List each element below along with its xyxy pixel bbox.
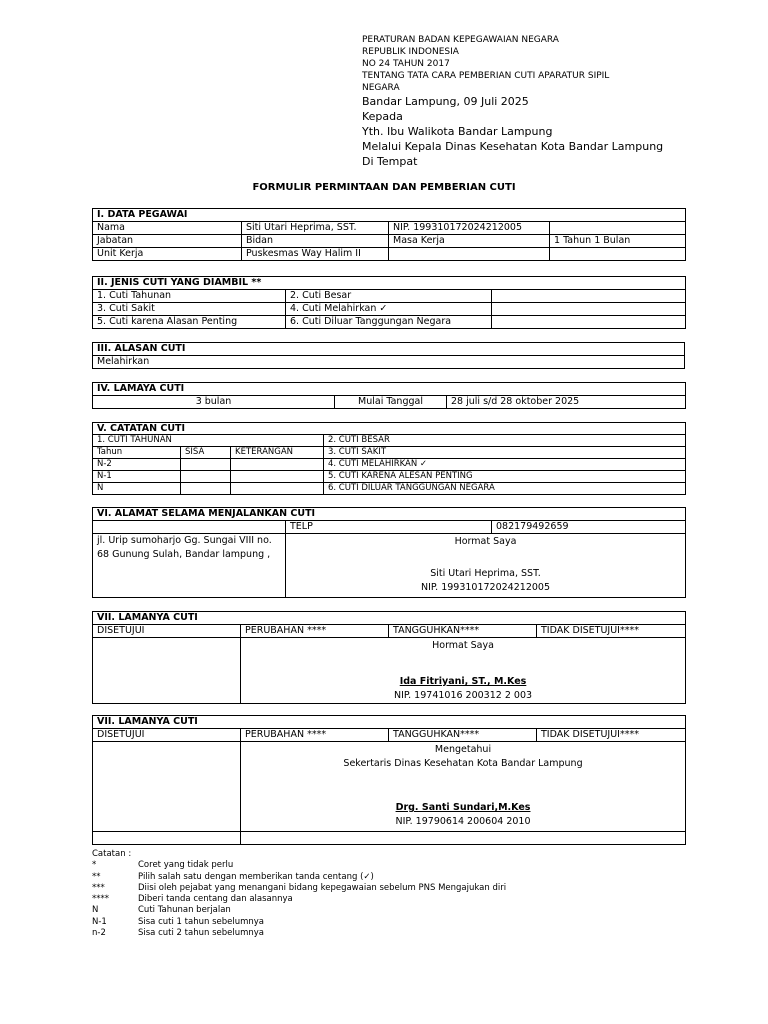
section-approval-secretary	[92, 715, 686, 845]
note-text: Sisa cuti 2 tahun sebelumnya	[138, 928, 265, 939]
empty-cell	[181, 483, 231, 495]
regulation-line: TENTANG TATA CARA PEMBERIAN CUTI APARATUR SIPIL	[362, 71, 610, 81]
section-alasan-cuti	[92, 342, 685, 369]
note-symbol: n-2	[92, 928, 106, 939]
addressee-line: Yth. Ibu Walikota Bandar Lampung	[362, 125, 553, 138]
section-data-pegawai	[92, 208, 686, 261]
section-alamat-cuti	[92, 507, 686, 598]
section-heading: III. ALASAN CUTI	[93, 343, 685, 356]
field-value: 1 Tahun 1 Bulan	[550, 235, 686, 248]
section-approval-head	[92, 611, 686, 704]
section-heading: VII. LAMANYA CUTI	[93, 612, 686, 625]
section-jenis-cuti	[92, 276, 686, 329]
empty-cell	[93, 521, 286, 534]
address-value: jl. Urip sumoharjo Gg. Sungai VIII no. 68 Gunung Sulah, Bandar lampung ,	[93, 534, 286, 598]
note-symbol: ****	[92, 894, 109, 905]
notes-title: Catatan :	[92, 849, 132, 859]
year-label: N-2	[93, 459, 181, 471]
empty-cell	[181, 459, 231, 471]
addressee-line: Kepada	[362, 110, 403, 123]
empty-cell	[550, 248, 686, 261]
field-value: Bidan	[242, 235, 389, 248]
field-value: Siti Utari Heprima, SST.	[242, 222, 389, 235]
year-label: N	[93, 483, 181, 495]
note-symbol: **	[92, 871, 101, 882]
leave-type-item: 2. Cuti Besar	[286, 290, 492, 303]
signature-space	[245, 653, 681, 675]
empty-cell	[389, 248, 550, 261]
section-heading: VI. ALAMAT SELAMA MENJALANKAN CUTI	[93, 508, 686, 521]
field-label: Nama	[93, 222, 242, 235]
empty-cell	[492, 303, 686, 316]
note-text: Pilih salah satu dengan memberikan tanda centang (✓)	[138, 871, 374, 882]
decision-col: TANGGUHKAN****	[389, 625, 537, 638]
leave-type-item: 1. Cuti Tahunan	[93, 290, 286, 303]
field-label: Masa Kerja	[389, 235, 550, 248]
leave-note-item: 6. CUTI DILUAR TANGGUNGAN NEGARA	[324, 483, 686, 495]
signature-space	[245, 771, 681, 801]
decision-col: PERUBAHAN ****	[241, 625, 389, 638]
regulation-line: NO 24 TAHUN 2017	[362, 59, 450, 69]
decision-col: PERUBAHAN ****	[241, 729, 389, 742]
decision-col: TIDAK DISETUJUI****	[537, 625, 686, 638]
section-heading: II. JENIS CUTI YANG DIAMBIL **	[93, 277, 686, 290]
reason-value: Melahirkan	[93, 356, 685, 369]
signer-title: Sekertaris Dinas Kesehatan Kota Bandar Lampung	[343, 758, 583, 769]
regulation-line: NEGARA	[362, 83, 400, 93]
closing-text: Hormat Saya	[432, 640, 494, 651]
field-label: Jabatan	[93, 235, 242, 248]
note-text: Sisa cuti 1 tahun sebelumnya	[138, 916, 265, 927]
note-symbol: N-1	[92, 916, 107, 927]
notes-block	[92, 849, 692, 939]
field-label: Unit Kerja	[93, 248, 242, 261]
signer-name: Drg. Santi Sundari,M.Kes	[395, 802, 531, 813]
secretary-signature-block	[241, 742, 686, 832]
closing-text: Hormat Saya	[454, 536, 517, 547]
note-symbol: ***	[92, 882, 105, 893]
section-lama-cuti	[92, 382, 686, 409]
leave-type-item: 3. Cuti Sakit	[93, 303, 286, 316]
place-date: Bandar Lampung, 09 Juli 2025	[362, 95, 529, 108]
leave-type-item-selected: 4. Cuti Melahirkan ✓	[286, 303, 492, 316]
head-signature-block	[241, 638, 686, 704]
regulation-line: PERATURAN BADAN KEPEGAWAIAN NEGARA	[362, 35, 559, 45]
signer-nip: NIP. 19741016 200312 2 003	[393, 690, 533, 701]
col-header: Tahun	[93, 447, 181, 459]
empty-cell	[181, 471, 231, 483]
empty-cell	[492, 290, 686, 303]
year-label: N-1	[93, 471, 181, 483]
start-date-value: 28 juli s/d 28 oktober 2025	[447, 396, 686, 409]
empty-cell	[550, 222, 686, 235]
addressee-line: Melalui Kepala Dinas Kesehatan Kota Bandar Lampung	[362, 140, 664, 153]
phone-value: 082179492659	[492, 521, 686, 534]
col-header: SISA	[181, 447, 231, 459]
annual-leave-title: 1. CUTI TAHUNAN	[93, 435, 324, 447]
note-symbol: *	[92, 860, 97, 871]
empty-cell	[492, 316, 686, 329]
form-title: FORMULIR PERMINTAAN DAN PEMBERIAN CUTI	[252, 182, 516, 193]
applicant-signature-block	[286, 534, 686, 598]
note-item	[92, 872, 692, 883]
leave-note-item: 5. CUTI KARENA ALESAN PENTING	[324, 471, 686, 483]
leave-note-item: 2. CUTI BESAR	[324, 435, 686, 447]
note-item	[92, 894, 692, 905]
empty-cell	[241, 832, 686, 845]
note-item	[92, 917, 692, 928]
leave-note-item-selected: 4. CUTI MELAHIRKAN ✓	[324, 459, 686, 471]
signature-space	[290, 549, 681, 567]
field-value: Puskesmas Way Halim II	[242, 248, 389, 261]
note-text: Diisi oleh pejabat yang menangani bidang kepegawaian sebelum PNS Mengajukan diri	[138, 882, 507, 893]
phone-label: TELP	[286, 521, 492, 534]
regulation-line: REPUBLIK INDONESIA	[362, 47, 459, 57]
empty-cell	[93, 742, 241, 832]
note-text: Coret yang tidak perlu	[138, 860, 234, 871]
section-heading: VII. LAMANYA CUTI	[93, 716, 686, 729]
signer-nip: NIP. 19790614 200604 2010	[395, 816, 531, 827]
note-item	[92, 905, 692, 916]
signer-name: Siti Utari Heprima, SST.	[430, 568, 541, 579]
section-heading: IV. LAMAYA CUTI	[93, 383, 686, 396]
addressee-line: Di Tempat	[362, 155, 418, 168]
leave-type-item: 6. Cuti Diluar Tanggungan Negara	[286, 316, 492, 329]
signer-nip: NIP. 199310172024212005	[421, 582, 550, 593]
note-symbol: N	[92, 905, 99, 916]
col-header: KETERANGAN	[231, 447, 324, 459]
empty-cell	[231, 483, 324, 495]
empty-cell	[93, 832, 241, 845]
letter-header	[362, 34, 742, 169]
signer-name: Ida Fitriyani, ST., M.Kes	[399, 676, 527, 687]
decision-col: TIDAK DISETUJUI****	[537, 729, 686, 742]
decision-col: DISETUJUI	[93, 729, 241, 742]
leave-type-item: 5. Cuti karena Alasan Penting	[93, 316, 286, 329]
note-item	[92, 860, 692, 871]
note-text: Diberi tanda centang dan alasannya	[138, 894, 293, 905]
empty-cell	[93, 638, 241, 704]
note-text: Cuti Tahunan berjalan	[138, 905, 231, 916]
decision-col: TANGGUHKAN****	[389, 729, 537, 742]
section-heading: V. CATATAN CUTI	[93, 423, 686, 435]
note-item	[92, 883, 692, 894]
start-date-label: Mulai Tanggal	[335, 396, 447, 409]
empty-cell	[231, 471, 324, 483]
empty-cell	[231, 459, 324, 471]
field-value: NIP. 199310172024212005	[389, 222, 550, 235]
duration-value: 3 bulan	[93, 396, 335, 409]
decision-col: DISETUJUI	[93, 625, 241, 638]
section-catatan-cuti	[92, 422, 686, 495]
leave-note-item: 3. CUTI SAKIT	[324, 447, 686, 459]
acknowledge-text: Mengetahui	[434, 744, 492, 755]
note-item	[92, 928, 692, 939]
section-heading: I. DATA PEGAWAI	[93, 209, 686, 222]
